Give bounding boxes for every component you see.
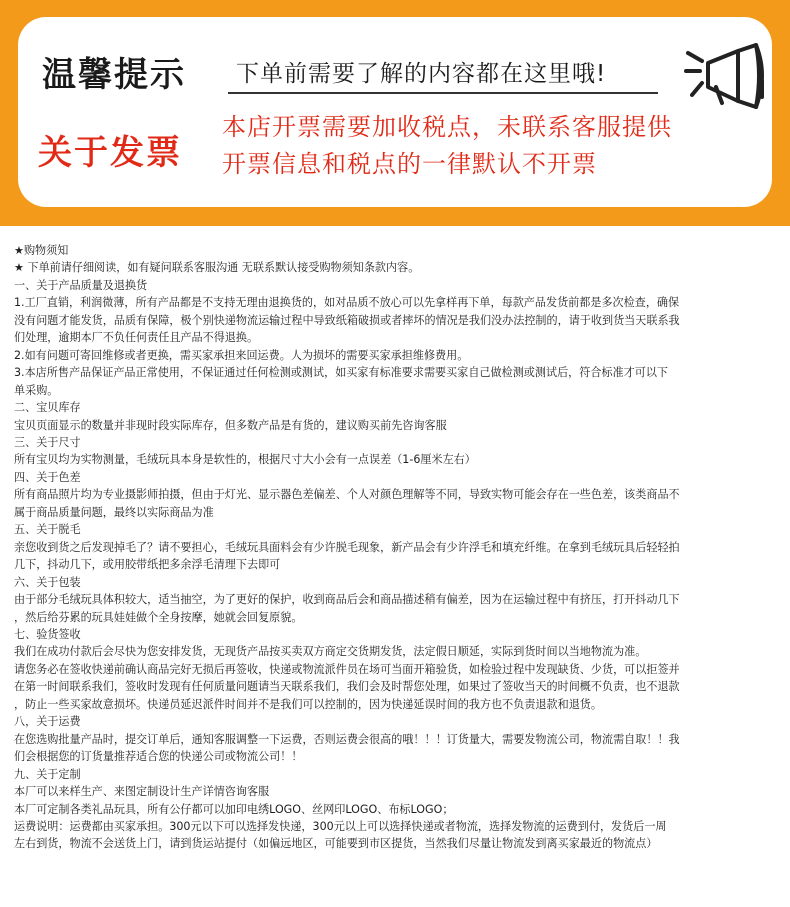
shopping-notes bbox=[14, 242, 778, 853]
notes-line: 由于部分毛绒玩具体积较大，适当抽空，为了更好的保护，收到商品后会和商品描述稍有偏差，因为在运输过程中有挤压，打开抖动几下 bbox=[14, 593, 680, 607]
notes-line: 本厂可以来样生产、来图定制设计生产详情咨询客服 bbox=[14, 785, 270, 799]
banner-title: 温馨提示 bbox=[42, 55, 186, 95]
notes-line: 1.工厂直销，利润微薄，所有产品都是不支持无理由退换货的，如对品质不放心可以先拿样再下单，每款产品发货前都是多次检查，确保 bbox=[14, 296, 680, 310]
notes-line: 在第一时间联系我们，签收时发现有任何质量问题请当天联系我们，我们会及时帮您处理，如果过了签收当天的时间概不负责，也不退款 bbox=[14, 680, 680, 694]
notes-line: 没有问题才能发货，品质有保障，极个别快递物流运输过程中导致纸箱破损或者摔坏的情况是我们没办法控制的，请于收到货当天联系我 bbox=[14, 313, 680, 327]
invoice-title: 关于发票 bbox=[38, 133, 182, 173]
header-banner bbox=[0, 0, 790, 226]
notes-line: 们处理，逾期本厂不负任何责任且产品不得退换。 bbox=[14, 331, 259, 345]
banner-subtitle: 下单前需要了解的内容都在这里哦! bbox=[236, 61, 607, 87]
notes-line: 3.本店所售产品保证产品正常使用，不保证通过任何检测或测试，如买家有标准要求需要买家自己做检测或测试后，符合标准才可以下 bbox=[14, 366, 669, 380]
notes-line: 几下，抖动几下，或用胶带纸把多余浮毛清理下去即可 bbox=[14, 558, 281, 572]
notes-line: ，防止一些买家故意损坏。快递员延迟派件时间并不是我们可以控制的，因为快递延误时间的我方也不负责退款和退货。 bbox=[14, 697, 602, 711]
invoice-line: 本店开票需要加收税点，未联系客服提供 bbox=[222, 113, 672, 141]
notes-line: 二、宝贝库存 bbox=[14, 401, 81, 415]
notes-line: 所有宝贝均为实物测量，毛绒玩具本身是软性的，根据尺寸大小会有一点误差（1-6厘米左右） bbox=[14, 453, 476, 467]
notes-line: 三、关于尺寸 bbox=[14, 435, 81, 449]
invoice-line: 开票信息和税点的一律默认不开票 bbox=[222, 150, 597, 178]
notes-line: 在您选购批量产品时，提交订单后，通知客服调整一下运费，否则运费会很高的哦！！！订货量大，需要发物流公司，物流需自取！！我 bbox=[14, 732, 680, 746]
notes-line: 我们在成功付款后会尽快为您安排发货，无现货产品按买卖双方商定交货期发货，法定假日顺延，实际到货时间以当地物流为准。 bbox=[14, 645, 647, 659]
notes-line: 亲您收到货之后发现掉毛了？请不要担心，毛绒玩具面料会有少许脱毛现象，新产品会有少许浮毛和填充纤维。在拿到毛绒玩具后轻轻拍 bbox=[14, 540, 680, 554]
notes-line: 2.如有问题可寄回维修或者更换，需买家承担来回运费。人为损坏的需要买家承担维修费用。 bbox=[14, 348, 469, 362]
notes-line: 宝贝页面显示的数量并非现时段实际库存，但多数产品是有货的，建议购买前先咨询客服 bbox=[14, 418, 447, 432]
notes-line: 请您务必在签收快递前确认商品完好无损后再签收，快递或物流派件员在场可当面开箱验货，如检验过程中发现缺货、少货，可以拒签并 bbox=[14, 662, 680, 676]
notes-line: 们会根据您的订货量推荐适合您的快递公司或物流公司！！ bbox=[14, 750, 303, 764]
notes-line: ，然后给芬累的玩具娃娃做个全身按摩，她就会回复原貌。 bbox=[14, 610, 303, 624]
notes-line: 属于商品质量问题，最终以实际商品为准 bbox=[14, 505, 214, 519]
notes-line: 左右到货，物流不会送货上门，请到货运站提付（如偏远地区，可能要到市区提货，当然我们尽量让物流发到离买家最近的物流点） bbox=[14, 837, 658, 851]
notes-line: 本厂可定制各类礼品玩具，所有公仔都可以加印电绣LOGO、丝网印LOGO、布标LOGO； bbox=[14, 802, 454, 816]
notes-line: 所有商品照片均为专业摄影师拍摄，但由于灯光、显示器色差偏差、个人对颜色理解等不同，导致实物可能会存在一些色差，该类商品不 bbox=[14, 488, 680, 502]
megaphone-icon bbox=[678, 37, 778, 112]
notes-line: 一、关于产品质量及退换货 bbox=[14, 278, 148, 292]
notes-line: ★购物须知 bbox=[14, 244, 69, 257]
notes-line: ★ 下单前请仔细阅读，如有疑问联系客服沟通 无联系默认接受购物须知条款内容。 bbox=[14, 261, 420, 275]
notes-line: 运费说明：运费都由买家承担。300元以下可以选择发快递，300元以上可以选择快递或者物流，选择发物流的运费到付，发货后一周 bbox=[14, 819, 667, 833]
notes-line: 七、验货签收 bbox=[14, 627, 81, 641]
notes-line: 九、关于定制 bbox=[14, 767, 81, 781]
notes-line: 五、关于脱毛 bbox=[14, 523, 81, 537]
notes-line: 六、关于包装 bbox=[14, 575, 81, 589]
notice-card bbox=[18, 17, 772, 207]
notes-line: 单采购。 bbox=[14, 383, 59, 397]
notes-line: 四、关于色差 bbox=[14, 470, 81, 484]
subtitle-underline bbox=[228, 92, 658, 94]
invoice-text bbox=[222, 109, 672, 183]
notes-line: 八，关于运费 bbox=[14, 715, 81, 729]
